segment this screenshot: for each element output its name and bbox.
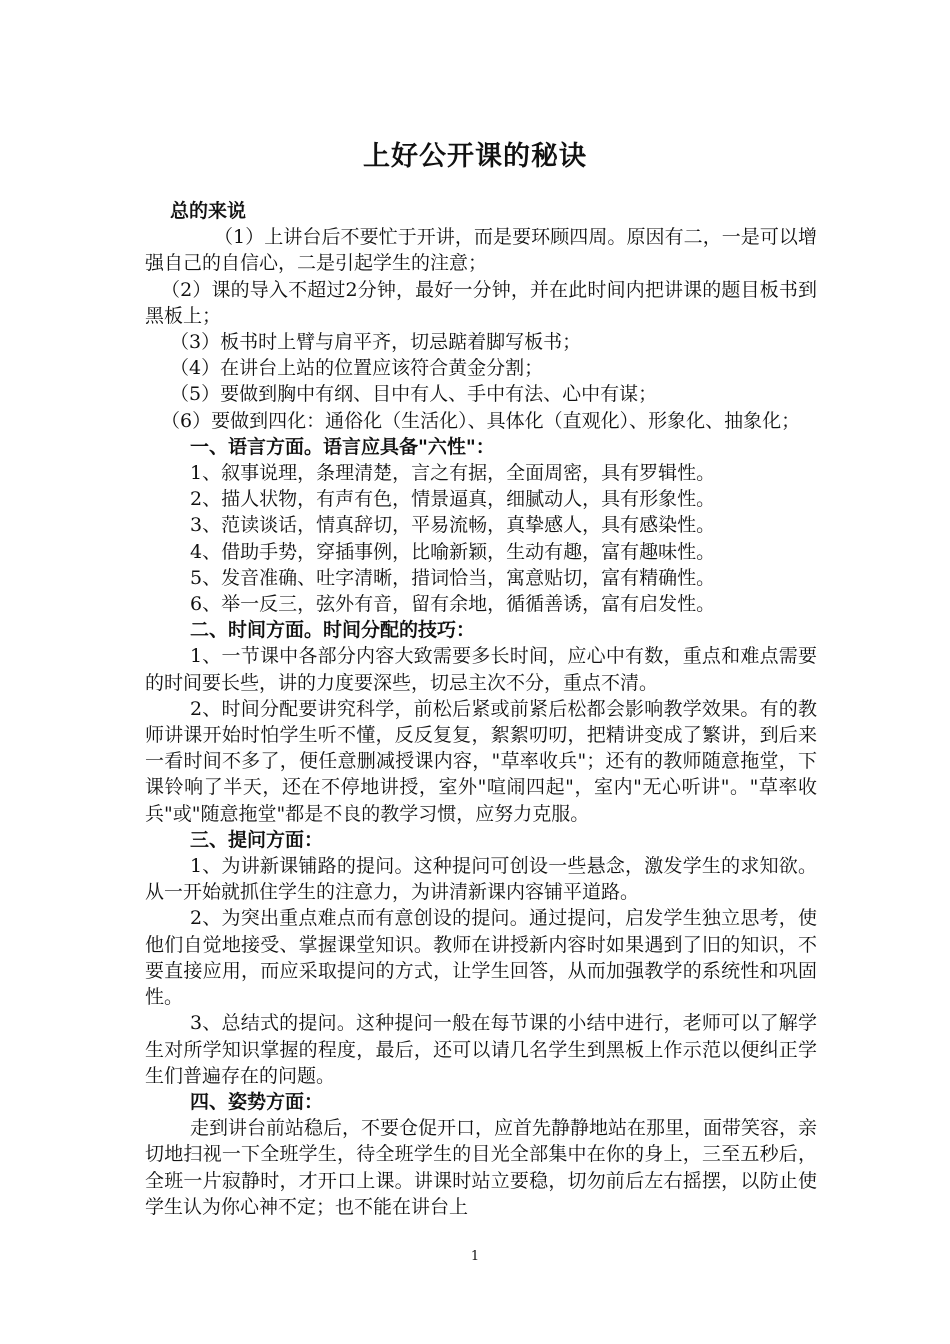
paragraph: 3、范读谈话，情真辞切，平易流畅，真挚感人，具有感染性。	[190, 514, 716, 537]
section-heading: 一、语言方面。语言应具备"六性"：	[190, 435, 495, 458]
paragraph: （4）在讲台上站的位置应该符合黄金分割；	[170, 357, 544, 380]
page-number: 1	[470, 1249, 480, 1264]
section-heading: 总的来说	[170, 200, 247, 222]
paragraph: 1、叙事说理，条理清楚，言之有据，全面周密，具有罗辑性。	[190, 462, 716, 485]
paragraph: （1）上讲台后不要忙于开讲，而是要环顾四周。原因有二，一是可以增强自己的自信心，二是引起学生的注意；	[145, 226, 817, 275]
paragraph: （2）课的导入不超过2分钟，最好一分钟，并在此时间内把讲课的题目板书到黑板上；	[145, 278, 817, 327]
document-title: 上好公开课的秘诀	[363, 141, 587, 172]
paragraph: 6、举一反三，弦外有音，留有余地，循循善诱，富有启发性。	[190, 593, 716, 616]
section-heading: 四、姿势方面：	[190, 1090, 324, 1113]
paragraph: 5、发音准确、吐字清晰，措词恰当，寓意贴切，富有精确性。	[190, 566, 716, 589]
paragraph: 3、总结式的提问。这种提问一般在每节课的小结中进行，老师可以了解学生对所学知识掌握的程度，最后，还可以请几名学生到黑板上作示范以便纠正学生们普遍存在的问题。	[145, 1012, 817, 1087]
paragraph: （6）要做到四化：通俗化（生活化）、具体化（直观化）、形象化、抽象化；	[161, 409, 801, 432]
paragraph: 2、描人状物，有声有色，情景逼真，细腻动人，具有形象性。	[190, 488, 716, 511]
paragraph: 走到讲台前站稳后，不要仓促开口，应首先静静地站在那里，面带笑容，亲切地扫视一下全班学生，待全班学生的目光全部集中在你的身上，三至五秒后，全班一片寂静时，才开口上课。讲课时站立要稳，切勿前后左右摇摆，以防止使学生认为你心神不定；也不能在讲台上	[145, 1117, 818, 1218]
paragraph: （5）要做到胸中有纲、目中有人、手中有法、心中有谋；	[170, 383, 658, 406]
paragraph: 1、为讲新课铺路的提问。这种提问可创设一些悬念，激发学生的求知欲。从一开始就抓住学生的注意力，为讲清新课内容铺平道路。	[145, 855, 817, 904]
paragraph: 2、为突出重点难点而有意创设的提问。通过提问，启发学生独立思考，使他们自觉地接受、掌握课堂知识。教师在讲授新内容时如果遇到了旧的知识，不要直接应用，而应采取提问的方式，让学生回答，从而加强教学的系统性和巩固性。	[145, 907, 817, 1009]
document-body	[145, 198, 817, 1220]
paragraph: 1、一节课中各部分内容大致需要多长时间，应心中有数，重点和难点需要的时间要长些，讲的力度要深些，切忌主次不分，重点不清。	[145, 645, 817, 694]
paragraph: 4、借助手势，穿插事例，比喻新颖，生动有趣，富有趣味性。	[190, 540, 716, 563]
paragraph: 2、时间分配要讲究科学，前松后紧或前紧后松都会影响教学效果。有的教师讲课开始时怕学生听不懂，反反复复，絮絮叨叨，把精讲变成了繁讲，到后来一看时间不多了，便任意删减授课内容，"草率收兵"；还有的教师随意拖堂，下课铃响了半天，还在不停地讲授，室外"喧闹四起"，室内"无心听讲"。"草率收兵"或"随意拖堂"都是不良的教学习惯，应努力克服。	[145, 697, 817, 825]
section-heading: 二、时间方面。时间分配的技巧：	[190, 619, 476, 642]
section-heading: 三、提问方面：	[190, 828, 324, 851]
paragraph: （3）板书时上臂与肩平齐，切忌踮着脚写板书；	[170, 331, 582, 354]
